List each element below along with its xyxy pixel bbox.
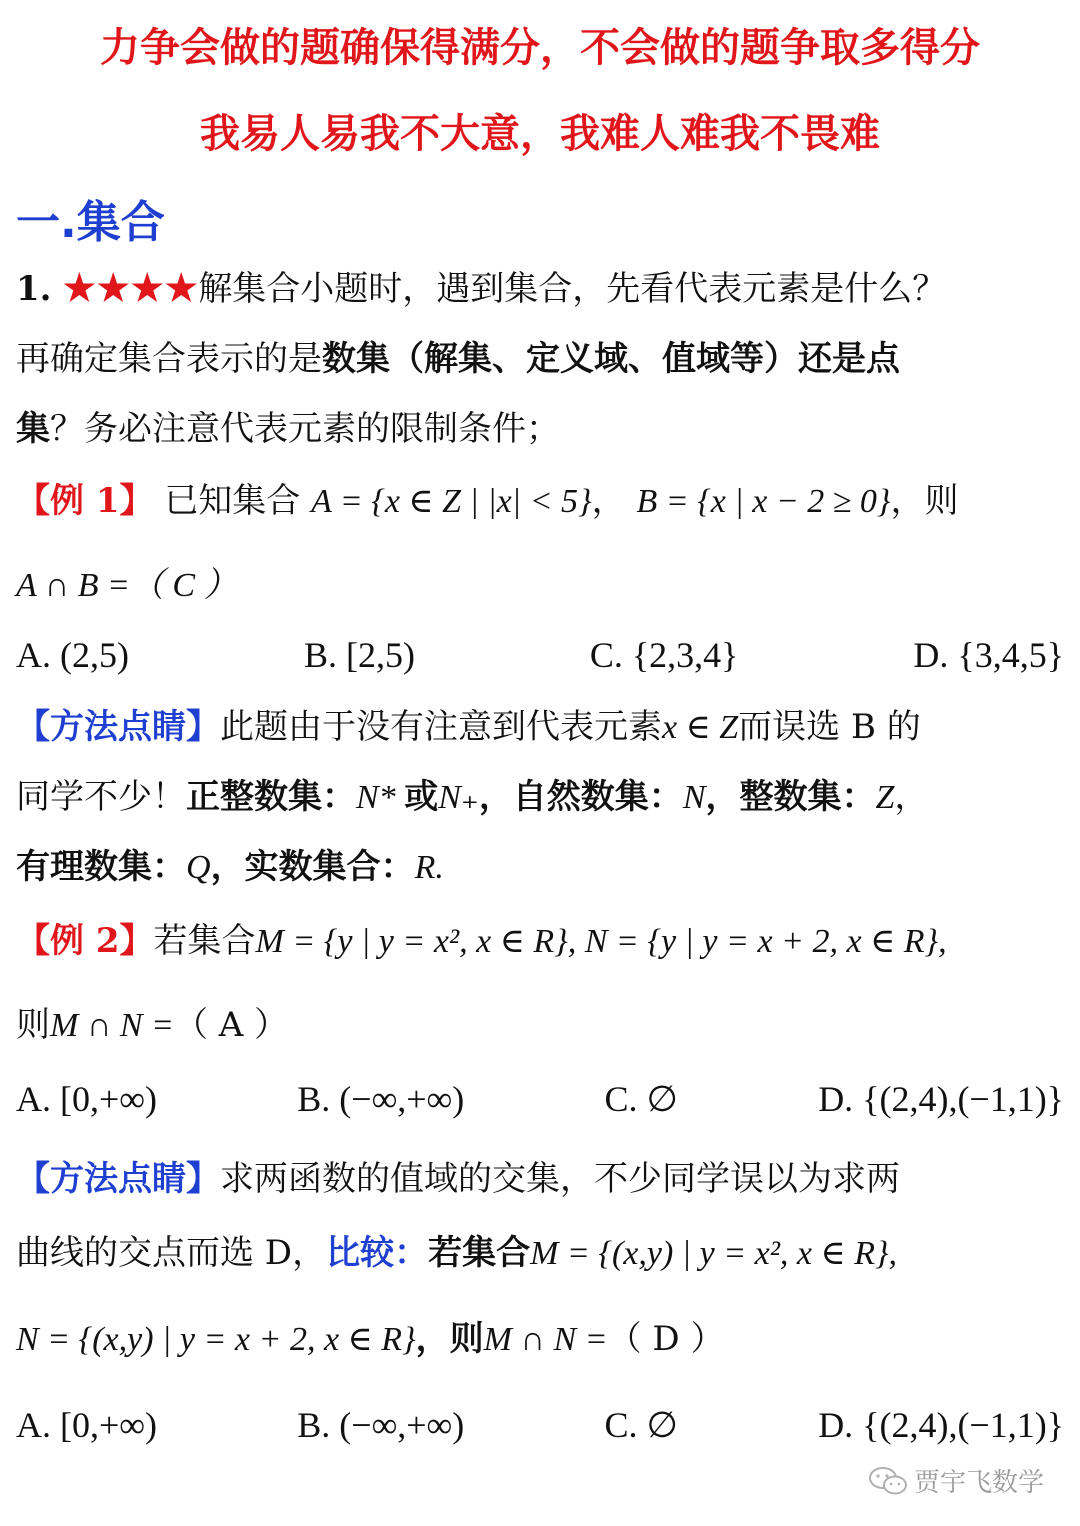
method1-l2-f: ，自然数集： <box>478 777 683 817</box>
method1-l2-h: ，整数集： <box>705 777 876 817</box>
method2-text-1: 求两函数的值域的交集，不少同学误以为求两 <box>220 1159 900 1199</box>
example1-question-text: A ∩ B =（ C ） <box>16 567 238 604</box>
item1-text-2-bold: 数集（解集、定义域、值域等）还是点 <box>322 339 900 379</box>
method2-l3-c: M ∩ N = <box>483 1321 608 1358</box>
watermark <box>868 1462 1044 1499</box>
item1-line-2 <box>16 340 900 379</box>
method2-option-b: B. (−∞,+∞) <box>297 1405 465 1445</box>
example1-question <box>16 566 238 605</box>
rating-stars: ★★★★ <box>62 269 199 309</box>
method1-tag: 【方法点睛】 <box>16 707 220 747</box>
method1-l2-i: Z <box>875 779 895 816</box>
example1-set-b: B = {x | x − 2 ≥ 0} <box>636 483 891 520</box>
example2-question <box>16 1006 288 1045</box>
example2-option-a: A. [0,+∞) <box>16 1079 157 1119</box>
method2-option-d: D. {(2,4),(−1,1)} <box>818 1405 1064 1445</box>
example2-set-n: , N = {y | y = x + 2, x ∈ R}, <box>567 923 947 960</box>
example2-q-answer: （ A ） <box>174 1005 289 1045</box>
method1-text-1: 此题由于没有注意到代表元素 <box>220 707 662 747</box>
banner-line-1: 力争会做的题确保得满分，不会做的题争取多得分 <box>100 25 980 71</box>
method1-line-2 <box>16 778 928 817</box>
example1-line-1 <box>16 482 959 521</box>
example2-option-d: D. {(2,4),(−1,1)} <box>818 1079 1064 1119</box>
method1-line-3 <box>16 848 444 887</box>
item1-text-3-bold: 集 <box>16 409 50 449</box>
banner-line-2: 我易人易我不大意，我难人难我不畏难 <box>200 111 880 157</box>
method2-options <box>16 1404 1064 1446</box>
method1-l2-d: 或 <box>404 777 439 817</box>
method2-l2-d: M = {(x,y) | y = x², x ∈ R}, <box>530 1235 898 1272</box>
item1-text-1: 解集合小题时，遇到集合，先看代表元素是什么？ <box>198 269 947 309</box>
example2-line-1 <box>16 922 947 961</box>
method1-l3-d: R. <box>414 849 444 886</box>
method1-l2-a: 同学不少！ <box>16 777 186 817</box>
method2-l3-a: N = {(x,y) | y = x + 2, x ∈ R} <box>16 1321 416 1358</box>
item1-text-3-plain: ？务必注意代表元素的限制条件； <box>50 409 560 449</box>
example1-comma: ， <box>591 481 626 521</box>
method1-l3-b: Q <box>186 849 211 886</box>
method1-l2-e: N₊ <box>438 779 479 816</box>
item1-line-1 <box>16 270 946 309</box>
method1-l3-c: ，实数集合： <box>210 847 415 887</box>
method1-l2-g: N <box>682 779 706 816</box>
example1-option-d: D. {3,4,5} <box>913 635 1064 675</box>
example1-option-b: B. [2,5) <box>303 635 415 675</box>
item1-line-3 <box>16 410 560 449</box>
example2-stem: 若集合 <box>153 921 256 961</box>
item1-number: 1. <box>16 269 52 309</box>
example2-option-b: B. (−∞,+∞) <box>297 1079 465 1119</box>
method2-line-2 <box>16 1234 897 1273</box>
method2-l2-c: 若集合 <box>428 1233 531 1273</box>
method1-l3-a: 有理数集： <box>16 847 186 887</box>
example1-tag: 【例 1】 <box>16 481 154 521</box>
method1-l2-c: N* <box>356 779 405 816</box>
method2-l2-b: 比较： <box>326 1233 429 1273</box>
method2-tag: 【方法点睛】 <box>16 1159 220 1199</box>
section-title: 一.集合 <box>16 197 165 248</box>
example2-q-prefix: 则 <box>16 1005 50 1045</box>
method2-option-c: C. ∅ <box>604 1405 678 1445</box>
example1-options <box>16 634 1064 676</box>
item1-text-2-plain: 再确定集合表示的是 <box>16 339 322 379</box>
example2-set-m: M = {y | y = x², x ∈ R} <box>255 923 568 960</box>
example1-option-a: A. (2,5) <box>16 635 129 675</box>
method2-line-3 <box>16 1320 724 1359</box>
method1-text-1-end: 而误选 B 的 <box>738 707 921 747</box>
example1-option-c: C. {2,3,4} <box>589 635 739 675</box>
method1-l2-j: ， <box>894 777 929 817</box>
example2-options <box>16 1078 1064 1120</box>
example2-q-math: M ∩ N = <box>50 1007 174 1044</box>
example2-tag: 【例 2】 <box>16 921 154 961</box>
example2-option-c: C. ∅ <box>604 1079 678 1119</box>
wechat-icon <box>868 1466 908 1496</box>
example1-stem: 已知集合 <box>164 481 301 521</box>
method1-text-1-math: x ∈ Z <box>662 709 739 746</box>
method1-l2-b: 正整数集： <box>186 777 356 817</box>
watermark-text: 贾宇飞数学 <box>913 1468 1044 1498</box>
example1-set-a: A = {x ∈ Z | |x| < 5} <box>311 483 592 520</box>
method2-l3-b: ，则 <box>415 1319 484 1359</box>
method2-l2-a: 曲线的交点而选 D， <box>16 1233 327 1273</box>
method2-line-1 <box>16 1160 900 1199</box>
method1-line-1 <box>16 708 921 747</box>
method2-option-a: A. [0,+∞) <box>16 1405 157 1445</box>
example1-then: ，则 <box>890 481 959 521</box>
method2-l3-d: （ D ） <box>607 1319 725 1359</box>
